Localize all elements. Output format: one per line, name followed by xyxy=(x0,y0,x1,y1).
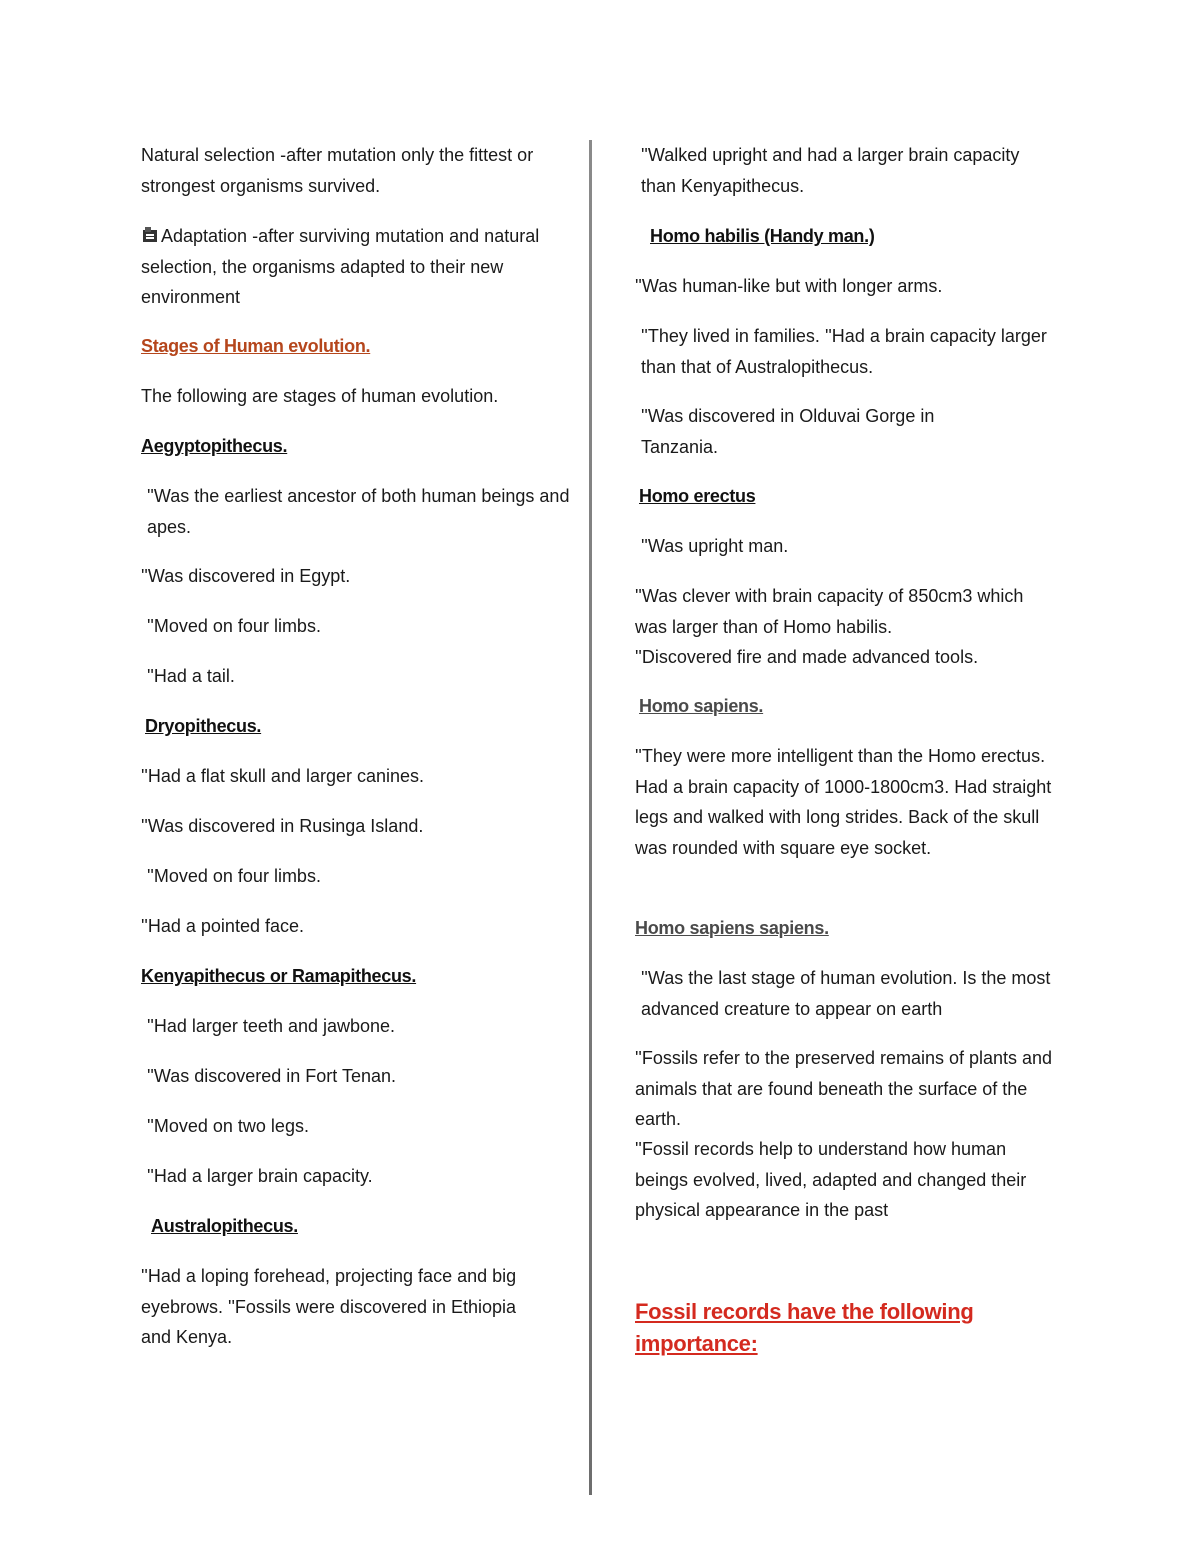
list-item: ''Moved on four limbs. xyxy=(147,866,321,886)
dryopithecus-heading: Dryopithecus. xyxy=(145,716,262,736)
list-item: ''Was the last stage of human evolution. Is the most advanced creature to appear on earth xyxy=(641,968,1051,1019)
list-item: ''Had a flat skull and larger canines. xyxy=(141,766,425,786)
list-item: ''Discovered fire and made advanced tools. xyxy=(635,647,979,667)
fossil-records-heading: Fossil records have the following importance: xyxy=(635,1299,974,1356)
list-item: ''Was upright man. xyxy=(641,536,789,556)
list-item: ''Was clever with brain capacity of 850cm3 which was larger than of Homo habilis. xyxy=(635,586,1024,637)
list-item: ''They were more intelligent than the Homo erectus. Had a brain capacity of 1000-1800cm3. Had straight legs and walked with long strides. Back of the skull was rounded with square eye socket. xyxy=(635,746,1052,858)
list-item: ''Had a tail. xyxy=(147,666,235,686)
walked-upright-text: ''Walked upright and had a larger brain capacity than Kenyapithecus. xyxy=(641,145,1020,196)
column-divider xyxy=(589,140,592,1495)
adaptation-paragraph xyxy=(141,221,571,313)
list-item: ''Had a larger brain capacity. xyxy=(147,1166,373,1186)
list-item: ''Fossils refer to the preserved remains of plants and animals that are found beneath the surface of the earth. xyxy=(635,1048,1053,1129)
list-item: ''Moved on two legs. xyxy=(147,1116,309,1136)
kenyapithecus-heading: Kenyapithecus or Ramapithecus. xyxy=(141,966,417,986)
homo-sapiens-sapiens-heading: Homo sapiens sapiens. xyxy=(635,918,829,938)
list-item: ''Was discovered in Fort Tenan. xyxy=(147,1066,396,1086)
list-item: ''Was human-like but with longer arms. xyxy=(635,276,943,296)
homo-habilis-heading: Homo habilis (Handy man.) xyxy=(650,226,875,246)
stages-intro: The following are stages of human evolution. xyxy=(141,386,499,406)
list-item: ''Was discovered in Olduvai Gorge in Tanzania. xyxy=(641,406,935,457)
aegyptopithecus-heading: Aegyptopithecus. xyxy=(141,436,288,456)
homo-sapiens-heading: Homo sapiens. xyxy=(639,696,764,716)
list-item: ''Moved on four limbs. xyxy=(147,616,321,636)
list-item: ''Was discovered in Rusinga Island. xyxy=(141,816,424,836)
list-item: ''Had larger teeth and jawbone. xyxy=(147,1016,396,1036)
list-item: ''Fossil records help to understand how human beings evolved, lived, adapted and changed their physical appearance in the past xyxy=(635,1139,1027,1220)
document-icon xyxy=(141,223,161,241)
homo-erectus-heading: Homo erectus xyxy=(639,486,756,506)
list-item: ''Had a loping forehead, projecting face and big eyebrows. ''Fossils were discovered in Ethiopia and Kenya. xyxy=(141,1266,517,1347)
list-item: ''Was discovered in Egypt. xyxy=(141,566,351,586)
stages-heading: Stages of Human evolution. xyxy=(141,336,371,356)
natural-selection-text: Natural selection -after mutation only the fittest or strongest organisms survived. xyxy=(141,145,534,196)
list-item: ''Was the earliest ancestor of both human beings and apes. xyxy=(147,486,570,537)
adaptation-text: Adaptation -after surviving mutation and natural selection, the organisms adapted to their new environment xyxy=(141,226,540,307)
list-item: ''They lived in families. ''Had a brain capacity larger than that of Australopithecus. xyxy=(641,326,1047,377)
list-item: ''Had a pointed face. xyxy=(141,916,304,936)
australopithecus-heading: Australopithecus. xyxy=(151,1216,298,1236)
